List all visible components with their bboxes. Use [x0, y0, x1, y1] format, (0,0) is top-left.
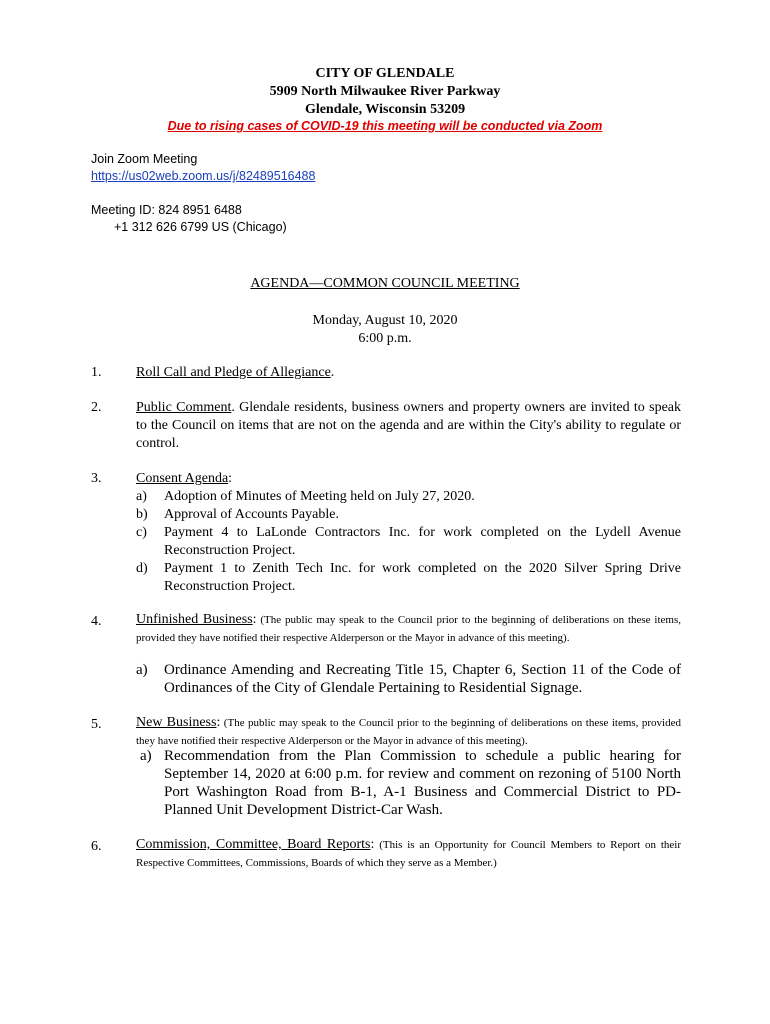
sub-text: Recommendation from the Plan Commission to schedule a public hearing for September 14, 2020 at 6:00 p.m. for review and comment on rezoning of 5100 North Port Washington Road from B-1, A-1 Business and Commercial District to PD-Planned Unit Development District-Car Wash. — [164, 748, 681, 818]
dial-in-phone: +1 312 626 6799 US (Chicago) — [114, 220, 287, 234]
covid-notice: Due to rising cases of COVID-19 this meeting will be conducted via Zoom — [167, 119, 603, 133]
item-trail: : — [252, 612, 257, 627]
sub-letter: b) — [136, 507, 148, 522]
item-number: 3. — [91, 471, 102, 486]
meeting-date: Monday, August 10, 2020 — [312, 313, 458, 328]
sub-letter: a) — [136, 489, 147, 504]
meeting-id: Meeting ID: 824 8951 6488 — [91, 203, 242, 217]
item-note: (This is an Opportunity for Council Members to Report on their Respective Committees, Commissions, Boards of which they serve as a Member.) — [136, 839, 681, 869]
item-trail: . — [330, 365, 335, 380]
sub-letter: c) — [136, 525, 147, 540]
meeting-time: 6:00 p.m. — [358, 331, 412, 346]
item-trail: . — [231, 400, 235, 415]
item-number: 5. — [91, 717, 102, 732]
agenda-title — [0, 274, 770, 293]
sub-text: Ordinance Amending and Recreating Title 15, Chapter 6, Section 11 of the Code of Ordinances of the City of Glendale Pertaining to Residential Signage. — [164, 662, 681, 696]
item-note: (The public may speak to the Council prior to the beginning of deliberations on these items, provided they have notified their respective Alderperson or the Mayor in advance of this meeting). — [136, 614, 682, 644]
agenda-item-consent — [136, 470, 681, 488]
item-title: Unfinished Business — [136, 612, 253, 627]
item-trail: : — [228, 471, 233, 486]
sub-text: Payment 4 to LaLonde Contractors Inc. for work completed on the Lydell Avenue Reconstruction Project. — [164, 525, 681, 558]
agenda-title-text: AGENDA—COMMON COUNCIL MEETING — [250, 276, 520, 291]
item-trail: : — [370, 837, 375, 852]
sub-letter: a) — [136, 662, 148, 678]
join-zoom-label: Join Zoom Meeting — [91, 152, 198, 166]
item-trail: : — [216, 715, 221, 730]
item-number: 4. — [91, 614, 102, 629]
agenda-item-roll-call — [136, 364, 681, 382]
item-title: Roll Call and Pledge of Allegiance — [136, 365, 331, 380]
agenda-item-reports — [136, 836, 681, 872]
item-number: 6. — [91, 839, 102, 854]
sub-text: Adoption of Minutes of Meeting held on July 27, 2020. — [164, 489, 475, 504]
sub-text: Payment 1 to Zenith Tech Inc. for work completed on the 2020 Silver Spring Drive Reconstruction Project. — [164, 561, 681, 594]
sub-text: Approval of Accounts Payable. — [164, 507, 339, 522]
street-address: 5909 North Milwaukee River Parkway — [269, 84, 501, 99]
agenda-item-new-business — [136, 714, 681, 750]
zoom-link[interactable]: https://us02web.zoom.us/j/82489516488 — [91, 169, 316, 183]
item-title: Commission, Committee, Board Reports — [136, 837, 371, 852]
agenda-item-public-comment — [136, 399, 681, 453]
item-title: New Business — [136, 715, 217, 730]
item-title: Public Comment — [136, 400, 232, 415]
city-name: CITY OF GLENDALE — [315, 66, 455, 81]
item-number: 2. — [91, 400, 102, 415]
item-note: (The public may speak to the Council prior to the beginning of deliberations on these items, provided they have notified their respective Alderperson or the Mayor in advance of this meeting). — [136, 717, 681, 747]
city-state-zip: Glendale, Wisconsin 53209 — [304, 102, 466, 117]
agenda-item-unfinished-business — [136, 611, 681, 647]
sub-letter: a) — [140, 748, 152, 764]
item-title: Consent Agenda — [136, 471, 229, 486]
item-number: 1. — [91, 365, 102, 380]
sub-letter: d) — [136, 561, 148, 576]
item-body: Glendale residents, business owners and property owners are invited to speak to the Council on items that are not on the agenda and are within the City's ability to regulate or control. — [136, 400, 682, 451]
